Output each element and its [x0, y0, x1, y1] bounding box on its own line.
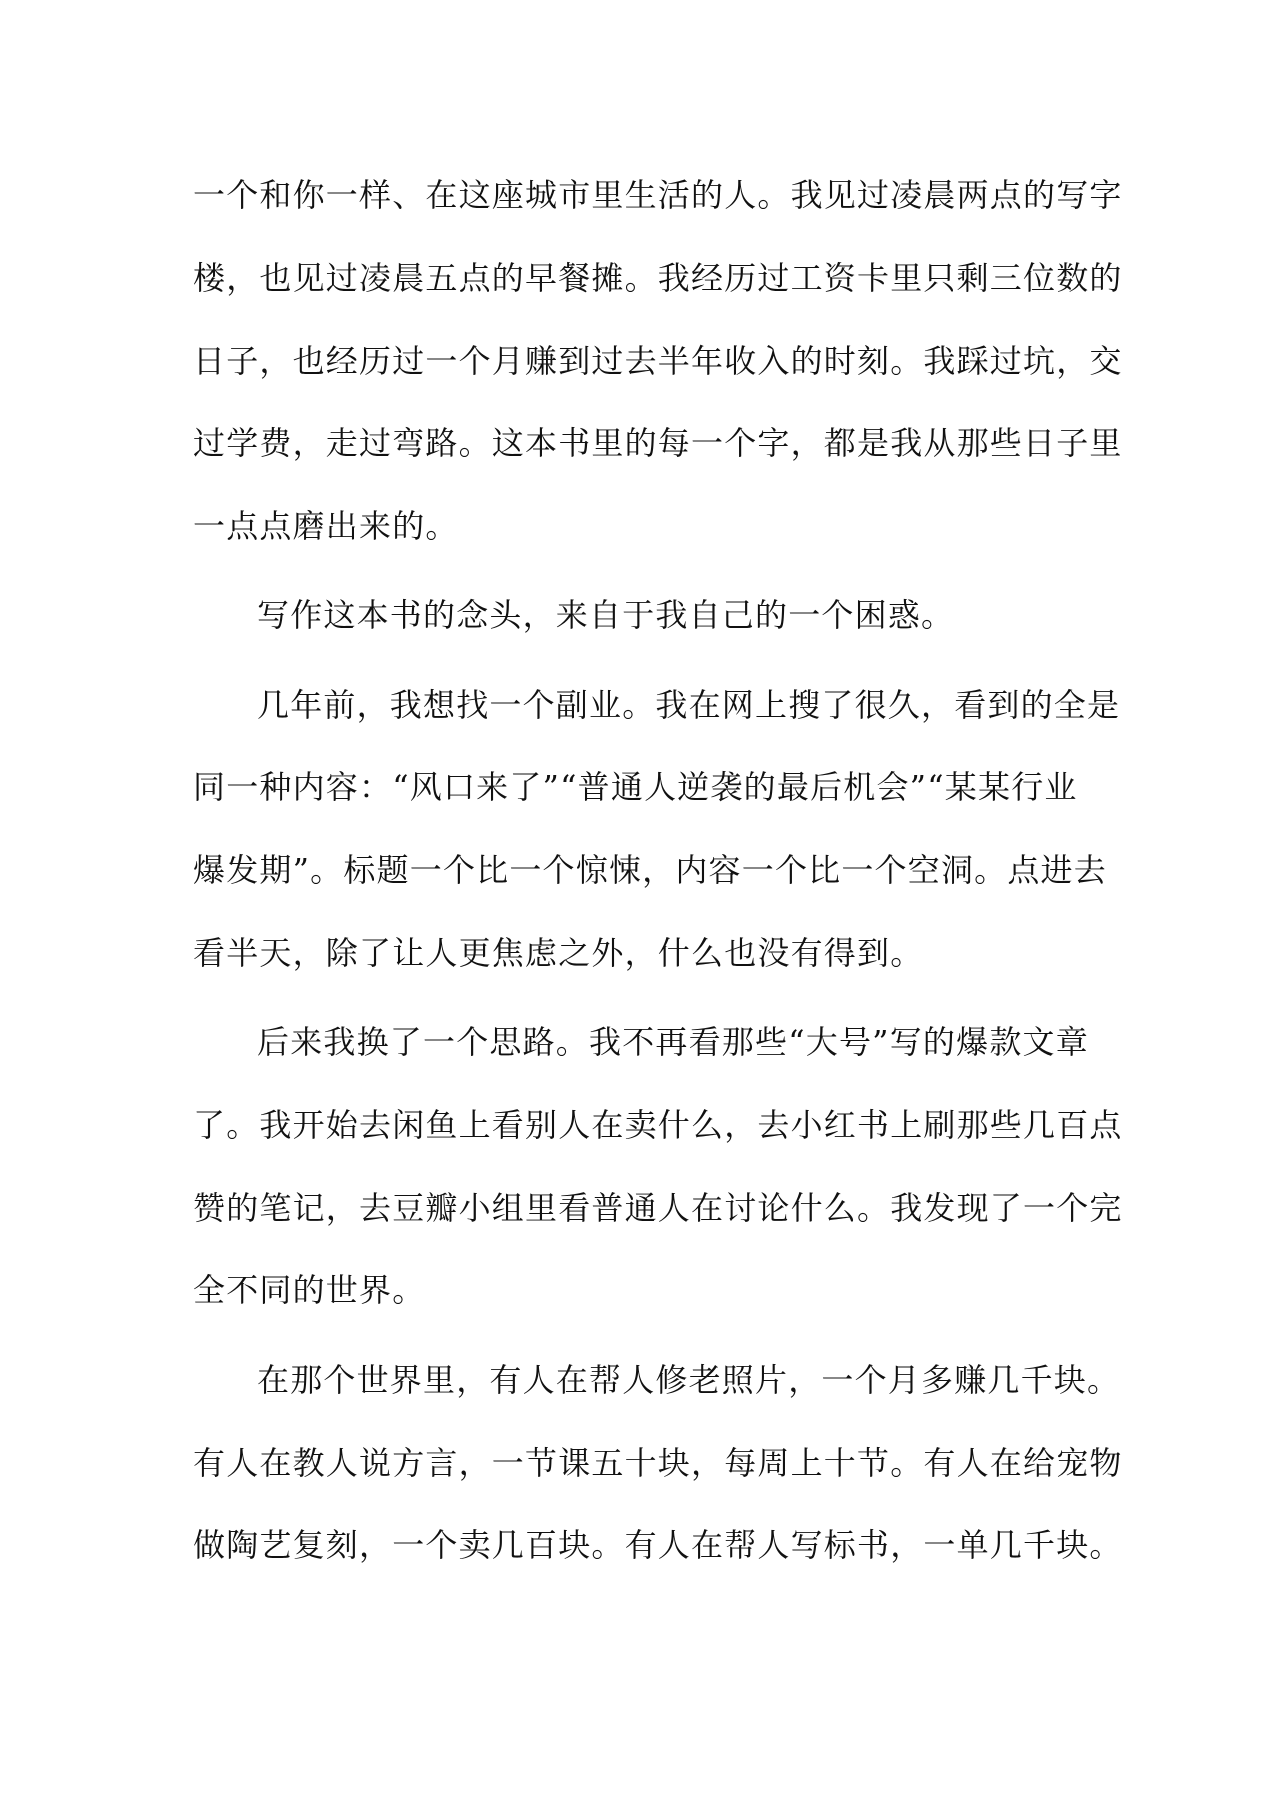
paragraph-first-line: 几年前，我想找一个副业。我在网上搜了很久，看到的全是 [257, 686, 1121, 724]
text-line: 做陶艺复刻，一个卖几百块。有人在帮人写标书，一单几千块。 [193, 1526, 1123, 1564]
text-line: 日子，也经历过一个月赚到过去半年收入的时刻。我踩过坑，交 [193, 342, 1123, 380]
paragraph-first-line: 后来我换了一个思路。我不再看那些“大号”写的爆款文章 [257, 1023, 1089, 1061]
text-line: 一点点磨出来的。 [193, 507, 459, 545]
text-line: 赞的笔记，去豆瓣小组里看普通人在讨论什么。我发现了一个完 [193, 1189, 1123, 1227]
paragraph-first-line: 在那个世界里，有人在帮人修老照片，一个月多赚几千块。 [257, 1361, 1121, 1399]
text-line: 了。我开始去闲鱼上看别人在卖什么，去小红书上刷那些几百点 [193, 1106, 1123, 1144]
text-line: 看半天，除了让人更焦虑之外，什么也没有得到。 [193, 934, 924, 972]
paragraph-first-line: 写作这本书的念头，来自于我自己的一个困惑。 [257, 596, 955, 634]
text-line: 同一种内容：“风口来了”“普通人逆袭的最后机会”“某某行业 [193, 768, 1078, 806]
text-line: 过学费，走过弯路。这本书里的每一个字，都是我从那些日子里 [193, 424, 1123, 462]
text-line: 有人在教人说方言，一节课五十块，每周上十节。有人在给宠物 [193, 1444, 1123, 1482]
text-line: 全不同的世界。 [193, 1271, 426, 1309]
text-line: 楼，也见过凌晨五点的早餐摊。我经历过工资卡里只剩三位数的 [193, 259, 1123, 297]
text-line: 一个和你一样、在这座城市里生活的人。我见过凌晨两点的写字 [193, 176, 1123, 214]
text-line: 爆发期”。标题一个比一个惊悚，内容一个比一个空洞。点进去 [193, 851, 1107, 889]
